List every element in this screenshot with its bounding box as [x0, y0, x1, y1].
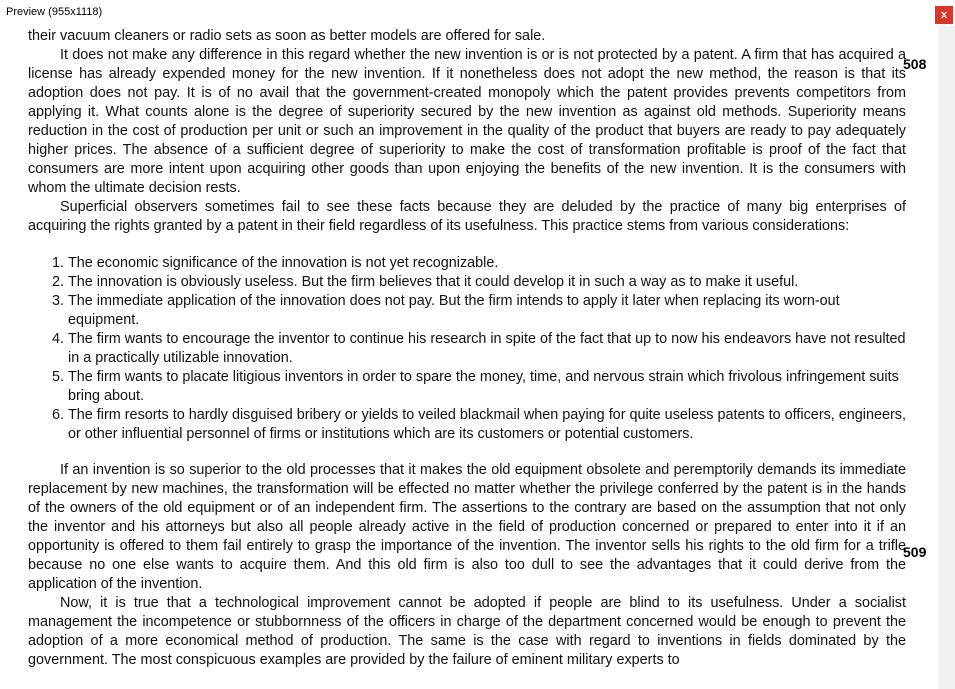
list-item: 4. The firm wants to encourage the inventor to continue his research in spite of the fact that up to now his endeavors have not resulted in a practically utilizable innovation.: [68, 330, 906, 368]
list-item: 6. The firm resorts to hardly disguised bribery or yields to veiled blackmail when paying for quite useless patents to officers, engineers, or other influential personnel of firms or institutions which are its customers or potential customers.: [68, 406, 906, 444]
list-item: 1. The economic significance of the innovation is not yet recognizable.: [68, 254, 906, 273]
list-item: 3. The immediate application of the innovation does not pay. But the firm intends to apply it later when replacing its worn-out equipment.: [68, 292, 906, 330]
paragraph: It does not make any difference in this regard whether the new invention is or is not protected by a patent. A firm that has acquired a license has already expended money for the new invention. If it nonetheless does not adopt the new method, the reason is that its adoption does not pay. It is of no avail that the government-created monopoly which the patent provides prevents competitors from applying it. What counts alone is the degree of superiority secured by the new invention as against old methods. Superiority means reduction in the cost of production per unit or such an improvement in the quality of the product that buyers are ready to pay adequately higher prices. The absence of a sufficient degree of superiority to make the cost of transformation profitable is proof of the fact that consumers are more intent upon acquiring other goods than upon enjoying the benefits of the new invention. It is the consumers with whom the ultimate decision rests.: [28, 47, 906, 196]
paragraph: If an invention is so superior to the old processes that it makes the old equipment obsolete and peremptorily demands its immediate replacement by new machines, the transformation will be effected no matter whether the privilege conferred by the patent is in the hands of the owners of the old equipment or of an independent firm. The assertions to the contrary are based on the assumption that not only the inventor and his attorneys but also all people already active in the field of production concerned or prepared to enter into it if an opportunity is offered to them fail entirely to grasp the importance of the invention. The inventor sells his rights to the old firm for a trifle because no one else wants to acquire them. And this old firm is also too dull to see the advantages that it could derive from the application of the invention.: [28, 462, 906, 592]
document-body: [28, 27, 906, 670]
close-button[interactable]: x: [935, 6, 953, 24]
list-item: 5. The firm wants to placate litigious inventors in order to spare the money, time, and nervous strain which frivolous infringement suits bring about.: [68, 368, 906, 406]
paragraph: Now, it is true that a technological improvement cannot be adopted if people are blind to its usefulness. Under a socialist management the incompetence or stubbornness of the officers in charge of the department concerned would be enough to prevent the adoption of a more economical method of production. The same is the case with regard to inventions in fields dominated by the government. The most conspicuous examples are provided by the failure of eminent military experts to: [28, 595, 906, 668]
page-number-marker: 508: [903, 56, 927, 72]
paragraph: their vacuum cleaners or radio sets as soon as better models are offered for sale.: [28, 28, 546, 44]
window-title: Preview (955x1118): [6, 6, 103, 18]
list-item: 2. The innovation is obviously useless. But the firm believes that it could develop it in such a way as to make it useful.: [68, 273, 906, 292]
vertical-scrollbar[interactable]: [938, 26, 955, 689]
page-number-marker: 509: [903, 544, 927, 560]
paragraph: Superficial observers sometimes fail to see these facts because they are deluded by the practice of many big enterprises of acquiring the rights granted by a patent in their field regardless of its usefulness. This practice stems from various considerations:: [28, 199, 906, 234]
considerations-list: [28, 254, 906, 444]
title-bar: [0, 0, 955, 26]
